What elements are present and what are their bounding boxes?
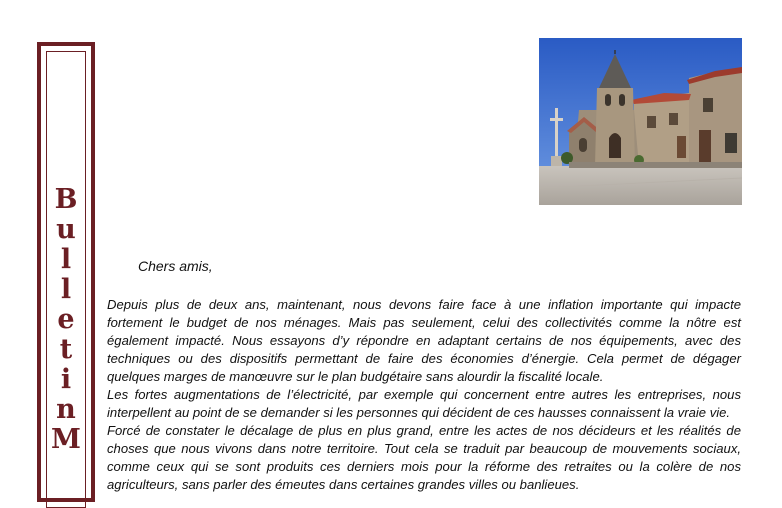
letter-paragraph: Forcé de constater le décalage de plus en plus grand, entre les actes de nos décideurs et les réalités de choses que nous vivons dans notre territoire. Tout cela se traduit par beaucoup de mouvements sociaux, comme ceux qui se sont produits ces derniers mois pour la réforme des retraites ou la colère de nos agriculteurs, sans parler des émeutes dans certaines grandes villes ou banlieues. (107, 423, 741, 492)
side-letter: n (56, 394, 76, 425)
letter-paragraph: Les fortes augmentations de l’électricité, par exemple qui concernent entre autres les entreprises, nous interpellent au point de se demander si les personnes qui décident de ces hausses connaissent la vraie vie. (107, 387, 741, 420)
letter-paragraph: Depuis plus de deux ans, maintenant, nous devons faire face à une inflation importante qui impacte fortement le budget de nos ménages. Mais pas seulement, celui des collectivités comme la nôtre est également impacté. Nous essayons d’y répondre en adaptant certains de nos équipements, avec des techniques ou des dispositifs permettant de faire des économies d’énergie. Cela permet de dégager quelques marges de manœuvre sur le plan budgétaire sans alourdir la fiscalité locale. (107, 297, 741, 384)
side-letter: u (56, 214, 76, 245)
side-letter: i (60, 364, 72, 395)
side-letter: l (60, 274, 72, 305)
side-letter: l (60, 244, 72, 275)
bulletin-side-banner (37, 42, 95, 502)
church-photo-icon (539, 38, 742, 205)
letter-body (107, 296, 741, 494)
side-letter: B (54, 184, 78, 215)
side-letter: e (57, 304, 75, 335)
side-banner-title (47, 185, 85, 455)
side-letter: M (51, 424, 81, 455)
side-banner-inner-border (46, 51, 86, 508)
letter-greeting: Chers amis, (138, 258, 213, 274)
side-letter: t (59, 334, 73, 365)
church-photo (539, 38, 742, 205)
